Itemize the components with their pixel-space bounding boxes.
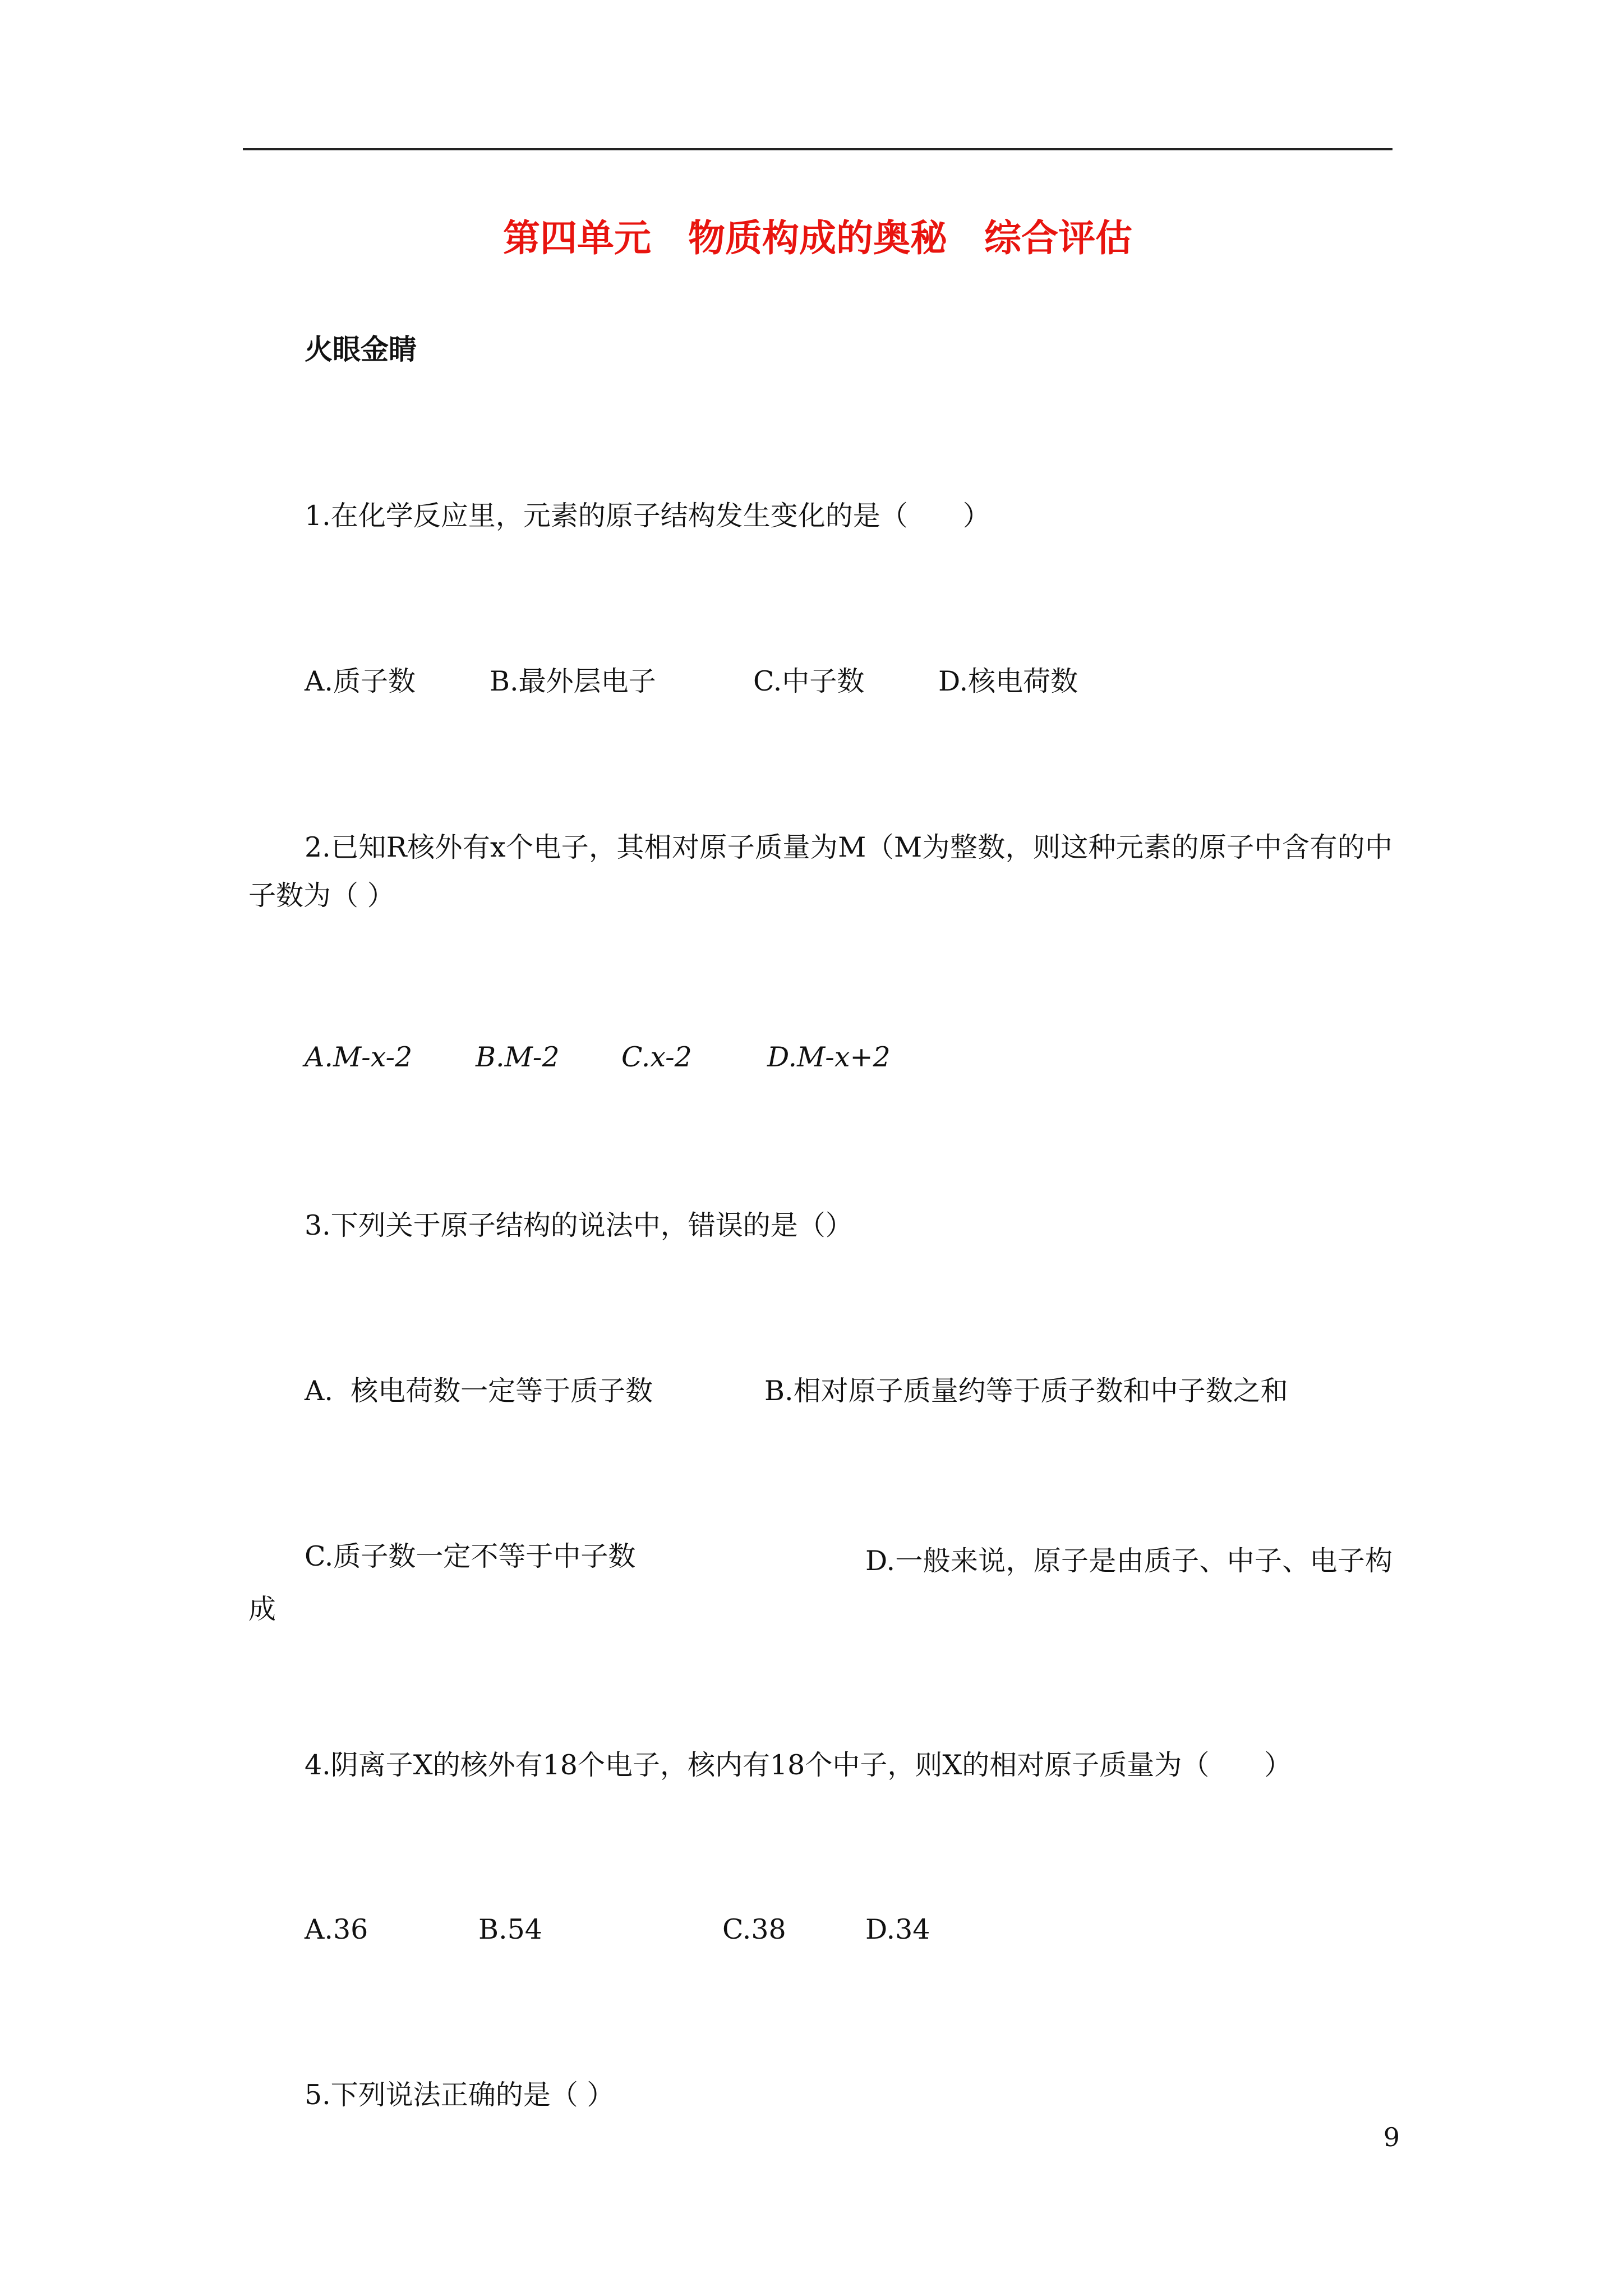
question-4-option-b: B.54 xyxy=(478,1913,542,1945)
question-1-option-d: D.核电荷数 xyxy=(938,665,1078,697)
page-number: 9 xyxy=(1383,2122,1400,2152)
question-1-option-c: C.中子数 xyxy=(753,665,865,697)
section-heading: 火眼金睛 xyxy=(305,333,417,366)
page-title: 第四单元 物质构成的奥秘 综合评估 xyxy=(503,217,1132,260)
question-4-stem: 4.阴离子X的核外有18个电子，核内有18个中子，则X的相对原子质量为（ ） xyxy=(305,1749,1292,1781)
question-2-option-a: A.M-x-2 xyxy=(305,1041,413,1073)
question-2-options xyxy=(305,1038,1393,1077)
question-3-options-row-1 xyxy=(305,1372,1393,1411)
question-1-stem: 1.在化学反应里，元素的原子结构发生变化的是（ ） xyxy=(305,500,990,532)
question-1-option-b: B.最外层电子 xyxy=(490,665,656,697)
question-5-stem: 5.下列说法正确的是（ ） xyxy=(305,2079,615,2111)
question-2-option-c: C.x-2 xyxy=(621,1041,692,1073)
question-4-option-a: A.36 xyxy=(305,1913,368,1945)
question-3-option-b: B.相对原子质量约等于质子数和中子数之和 xyxy=(764,1375,1288,1407)
question-2-option-b: B.M-2 xyxy=(476,1041,560,1073)
header-rule xyxy=(243,148,1393,150)
question-4-option-d: D.34 xyxy=(865,1913,930,1945)
question-3-option-a: A. 核电荷数一定等于质子数 xyxy=(305,1375,653,1407)
question-2-option-d: D.M-x+2 xyxy=(767,1041,891,1073)
question-1-option-a: A.质子数 xyxy=(305,665,416,697)
question-3-stem: 3.下列关于原子结构的说法中，错误的是（） xyxy=(305,1209,853,1241)
question-4-options xyxy=(305,1910,1393,1949)
question-3-option-d: D.一般来说，原子是由质子、中子、电子构成 xyxy=(248,1545,1393,1625)
question-1-options xyxy=(305,662,1393,701)
question-3-option-c: C.质子数一定不等于中子数 xyxy=(305,1540,636,1572)
question-2-stem: 2.已知R核外有x个电子，其相对原子质量为M（M为整数，则这种元素的原子中含有的中子数为（ ） xyxy=(248,831,1393,912)
question-4-option-c: C.38 xyxy=(722,1913,786,1945)
